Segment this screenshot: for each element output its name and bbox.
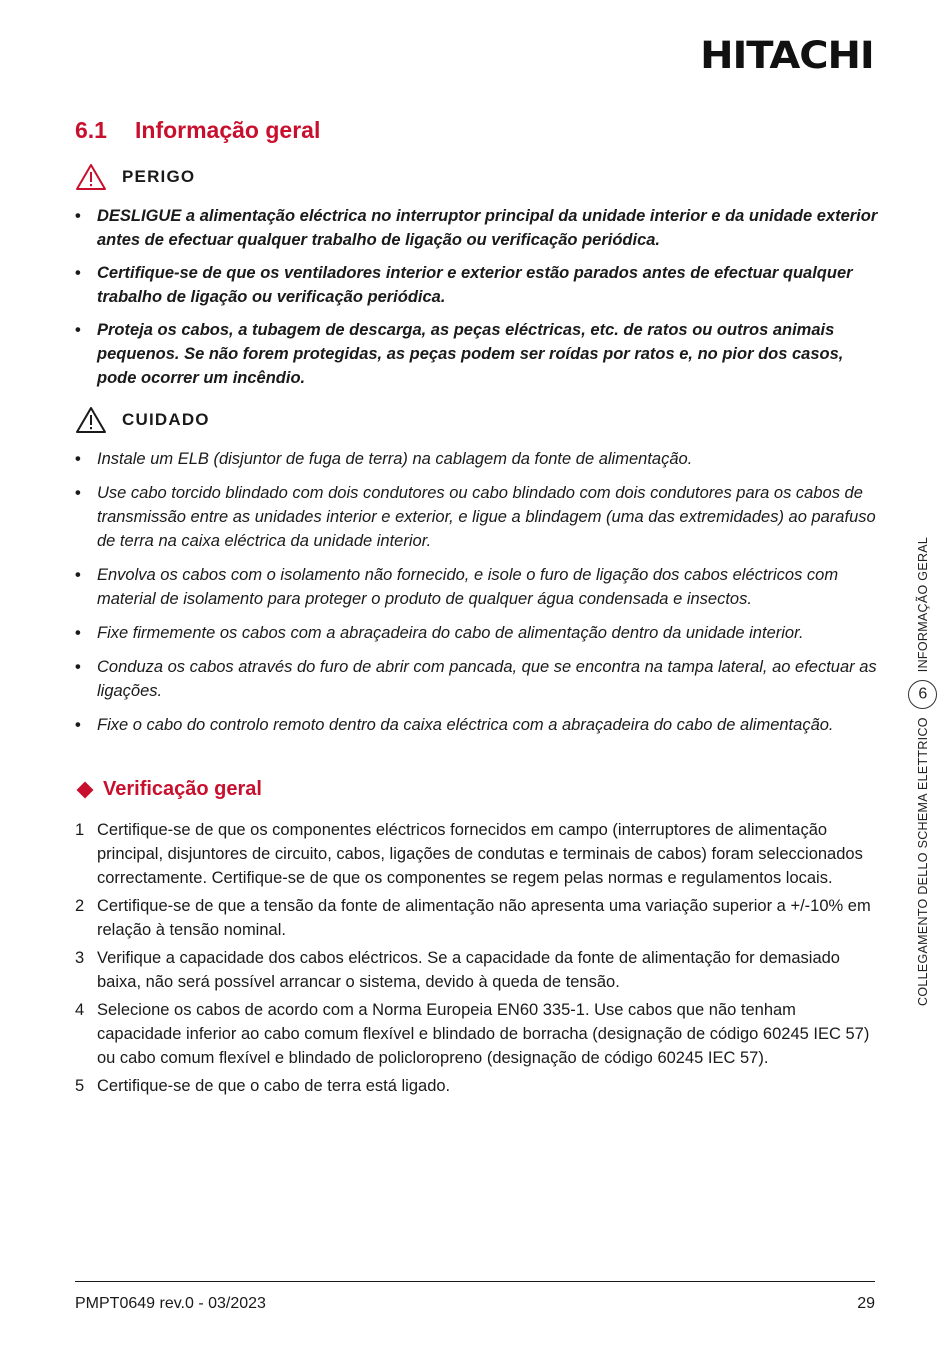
subsection-heading <box>75 778 262 801</box>
chapter-side-label: COLLEGAMENTO DELLO SCHEMA ELETTRICO <box>915 717 930 1006</box>
section-title: Informação geral <box>135 117 321 143</box>
list-item: • Certifique-se de que os ventiladores interior e exterior estão parados antes de efectuar qualquer trabalho de ligação ou verificação periódica. <box>75 264 853 306</box>
numbered-item: 4 Selecione os cabos de acordo com a Norma Europeia EN60 335-1. Use cabos que não tenham capacidade inferior ao cabo comum flexível e blindado de borracha (designação de código 60245 IEC 57) ou cabo comum flexível e blindado de policloropreno (designação de código 60245 IEC 57). <box>75 1001 870 1067</box>
list-item: • DESLIGUE a alimentação eléctrica no interruptor principal da unidade interior e da unidade exterior antes de efectuar qualquer trabalho de ligação ou verificação periódica. <box>75 207 878 249</box>
caution-heading <box>75 406 210 434</box>
warning-triangle-icon <box>75 406 107 434</box>
document-reference: PMPT0649 rev.0 - 03/2023 <box>75 1295 266 1312</box>
danger-list <box>75 204 880 399</box>
list-item: • Proteja os cabos, a tubagem de descarga, as peças eléctricas, etc. de ratos ou outros animais pequenos. Se não forem protegidas, as peças podem ser roídas por ratos e, no pior dos casos, pode ocorrer um incêndio. <box>75 321 844 387</box>
chapter-side-tab <box>908 537 937 1006</box>
chapter-side-title: INFORMAÇÃO GERAL <box>915 536 930 673</box>
list-item: • Conduza os cabos através do furo de abrir com pancada, que se encontra na tampa lateral, ao efectuar as ligações. <box>75 658 877 700</box>
check-list <box>75 818 880 1102</box>
warning-triangle-icon <box>75 163 107 191</box>
list-item: • Fixe firmemente os cabos com a abraçadeira do cabo de alimentação dentro da unidade interior. <box>75 624 804 642</box>
section-heading <box>75 117 320 144</box>
danger-heading <box>75 163 195 191</box>
diamond-icon <box>77 781 94 798</box>
section-number: 6.1 <box>75 117 107 143</box>
brand-logo: HITACHI <box>700 34 874 77</box>
numbered-item: 5 Certifique-se de que o cabo de terra está ligado. <box>75 1077 451 1095</box>
caution-list <box>75 447 880 747</box>
caution-label: CUIDADO <box>122 410 210 429</box>
list-item: • Use cabo torcido blindado com dois condutores ou cabo blindado com dois condutores para os cabos de transmissão entre as unidades interior e exterior, e ligue a blindagem (uma das extremidades) ao parafuso de terra na caixa eléctrica da unidade interior. <box>75 484 876 550</box>
numbered-item: 3 Verifique a capacidade dos cabos eléctricos. Se a capacidade da fonte de alimentação for demasiado baixa, não será possível arrancar o sistema, devido à queda de tensão. <box>75 949 840 991</box>
danger-label: PERIGO <box>122 167 196 186</box>
subsection-title: Verificação geral <box>103 778 262 800</box>
list-item: • Envolva os cabos com o isolamento não fornecido, e isole o furo de ligação dos cabos eléctricos com material de isolamento para proteger o produto de qualquer água condensada e insectos. <box>75 566 839 608</box>
list-item: • Fixe o cabo do controlo remoto dentro da caixa eléctrica com a abraçadeira do cabo de alimentação. <box>75 716 834 734</box>
list-item: • Instale um ELB (disjuntor de fuga de terra) na cablagem da fonte de alimentação. <box>75 450 693 468</box>
numbered-item: 1 Certifique-se de que os componentes eléctricos fornecidos em campo (interruptores de alimentação principal, disjuntores de circuito, cabos, ligações de condutas e terminais de cabos) foram seleccionados correctamente. Certifique-se de que os componentes se regem pelas normas e regulamentos locais. <box>75 821 863 887</box>
page-number: 29 <box>857 1295 875 1312</box>
footer-divider <box>75 1281 875 1282</box>
chapter-number-badge: 6 <box>908 680 937 709</box>
numbered-item: 2 Certifique-se de que a tensão da fonte de alimentação não apresenta uma variação superior a +/-10% em relação à tensão nominal. <box>75 897 871 939</box>
